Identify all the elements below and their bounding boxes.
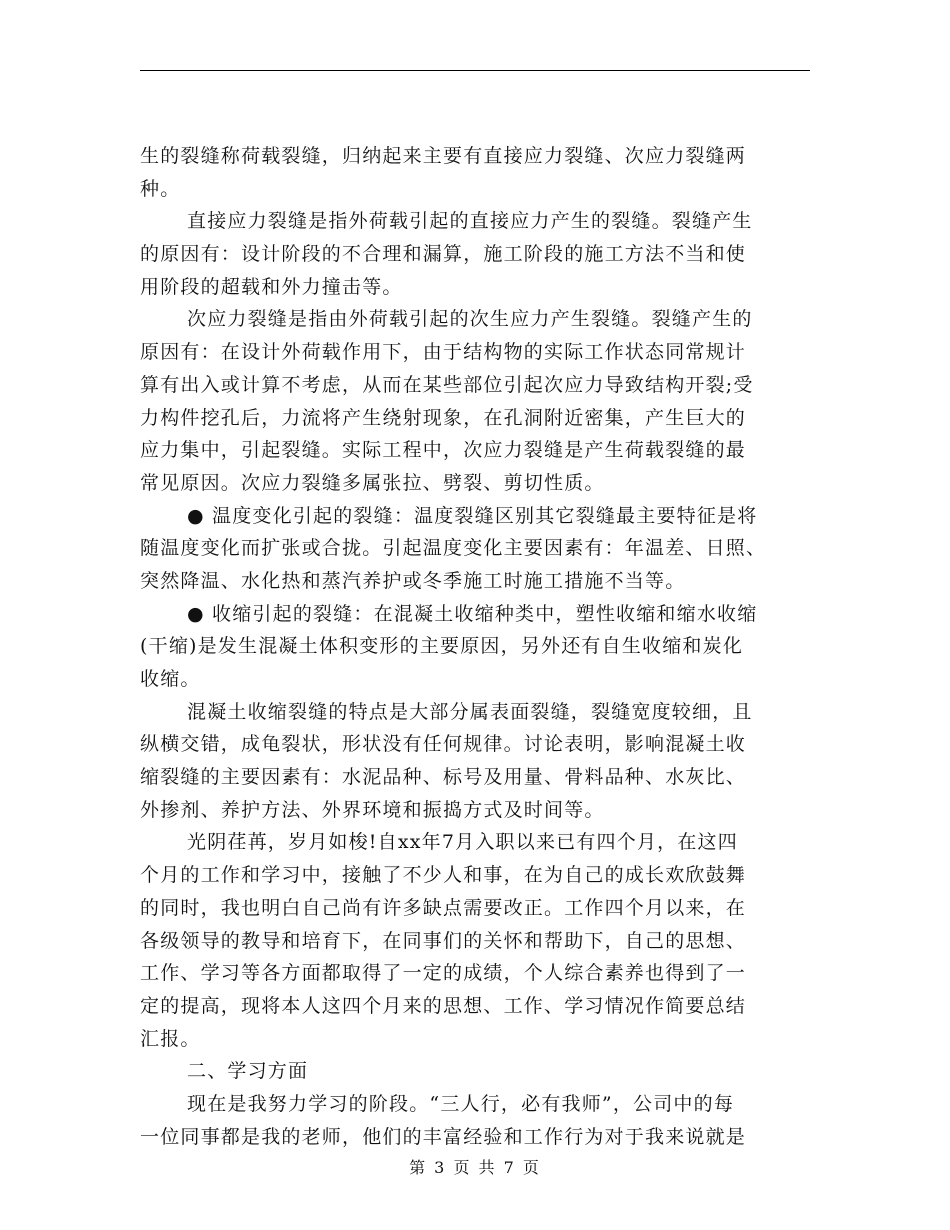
text-line: 定的提高，现将本人这四个月来的思想、工作、学习情况作简要总结 [140,994,747,1017]
header-rule [140,70,810,71]
text-line: 力构件挖孔后，力流将产生绕射现象，在孔洞附近密集，产生巨大的 [140,406,747,429]
text-line: (干缩)是发生混凝土体积变形的主要原因，另外还有自生收缩和炭化 [140,635,744,658]
text-line: 算有出入或计算不考虑，从而在某些部位引起次应力导致结构开裂;受 [140,373,754,396]
text-line: 应力集中，引起裂缝。实际工程中，次应力裂缝是产生荷载裂缝的最 [140,439,747,462]
text-line: 一位同事都是我的老师，他们的丰富经验和工作行为对于我来说就是 [140,1125,747,1148]
text-line: 常见原因。次应力裂缝多属张拉、劈裂、剪切性质。 [140,471,605,494]
text-line: 工作、学习等各方面都取得了一定的成绩，个人综合素养也得到了一 [140,962,747,985]
text-line: 次应力裂缝是指由外荷载引起的次生应力产生裂缝。裂缝产生的 [187,308,753,331]
text-line: 光阴荏苒，岁月如梭!自xx年7月入职以来已有四个月，在这四 [187,831,738,854]
text-line: 汇报。 [140,1027,201,1050]
text-line: 用阶段的超载和外力撞击等。 [140,275,403,298]
text-line: 个月的工作和学习中，接触了不少人和事，在为自己的成长欢欣鼓舞 [140,864,747,887]
text-line: 现在是我努力学习的阶段。“三人行，必有我师”，公司中的每 [187,1092,735,1115]
text-line: 原因有：在设计外荷载作用下，由于结构物的实际工作状态同常规计 [140,341,747,364]
bullet-line: ● 温度变化引起的裂缝：温度裂缝区别其它裂缝最主要特征是将 [187,504,758,527]
text-line: 的同时，我也明白自己尚有许多缺点需要改正。工作四个月以来，在 [140,896,747,919]
text-line: 外掺剂、养护方法、外界环境和振捣方式及时间等。 [140,798,605,821]
bullet-line: ● 收缩引起的裂缝：在混凝土收缩种类中，塑性收缩和缩水收缩 [187,602,758,625]
text-line: 混凝土收缩裂缝的特点是大部分属表面裂缝，裂缝宽度较细，且 [187,700,753,723]
text-line: 纵横交错，成龟裂状，形状没有任何规律。讨论表明，影响混凝土收 [140,733,747,756]
document-body [140,140,805,1153]
text-line: 直接应力裂缝是指外荷载引起的直接应力产生的裂缝。裂缝产生 [187,210,753,233]
text-line: 随温度变化而扩张或合拢。引起温度变化主要因素有：年温差、日照、 [140,537,767,560]
text-line: 突然降温、水化热和蒸汽养护或冬季施工时施工措施不当等。 [140,569,686,592]
text-line: 生的裂缝称荷载裂缝，归纳起来主要有直接应力裂缝、次应力裂缝两 [140,145,747,167]
text-line: 缩裂缝的主要因素有：水泥品种、标号及用量、骨料品种、水灰比、 [140,766,747,789]
page-number-footer: 第 3 页 共 7 页 [409,1158,541,1177]
text-line: 的原因有：设计阶段的不合理和漏算，施工阶段的施工方法不当和使 [140,243,747,266]
text-line: 收缩。 [140,668,201,690]
text-line: 种。 [140,177,181,200]
text-line: 各级领导的教导和培育下，在同事们的关怀和帮助下，自己的思想、 [140,929,747,952]
section-heading: 二、学习方面 [187,1060,309,1083]
